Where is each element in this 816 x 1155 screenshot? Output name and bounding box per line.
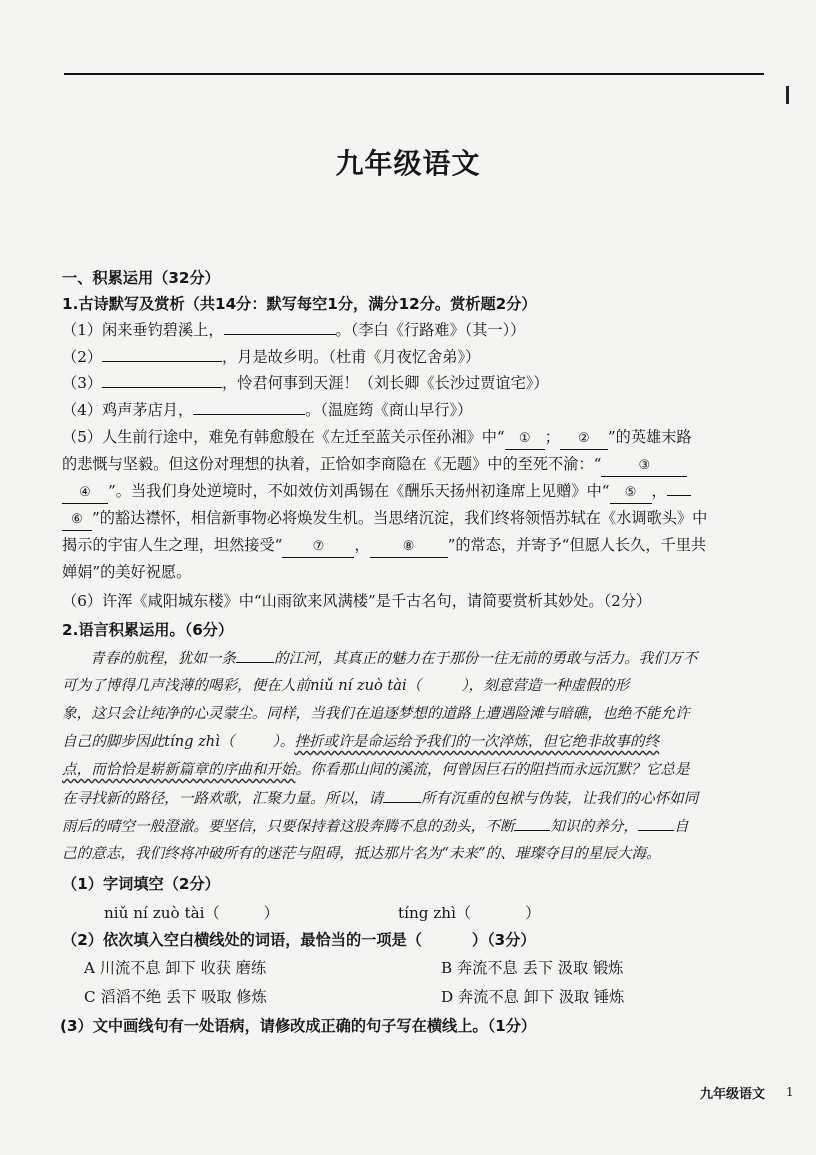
option-c[interactable]: C 滔滔不绝 丢下 吸取 修炼 <box>84 988 267 1006</box>
q1-5-line-5: 揭示的宇宙人生之理，坦然接受“ ⑦ ， ⑧ ”的常态，并寄予“但愿人长久，千里共 <box>62 535 706 558</box>
passage-blank-2[interactable] <box>383 788 421 803</box>
answer-blank[interactable] <box>224 320 336 335</box>
blank-4[interactable]: ④ <box>62 483 108 504</box>
q2-1-pinyin-2: tíng zhì（ ） <box>398 904 541 922</box>
q1-5-line-1: （5）人生前行途中，难免有韩愈般在《左迁至蓝关示侄孙湘》中“ ① ； ② ”的英雄末路 <box>62 427 692 450</box>
passage-blank-3[interactable] <box>514 816 550 831</box>
blank-7[interactable]: ⑦ <box>282 537 354 558</box>
option-a[interactable]: A 川流不息 卸下 收获 磨练 <box>84 959 267 977</box>
q1-5-line-2: 的悲慨与坚毅。但这份对理想的执着，正恰如李商隐在《无题》中的至死不渝：“ ③ <box>62 454 687 477</box>
q2-3-heading: (3）文中画线句有一处语病，请修改成正确的句子写在横线上。（1分） <box>60 1017 537 1035</box>
q1-3: （3） ，怜君何事到天涯！（刘长卿《长沙过贾谊宅》） <box>62 374 549 392</box>
blank-1[interactable]: ① <box>505 429 545 450</box>
underlined-sentence: 挫折或许是命运给予我们的一次淬炼，但它绝非故事的终 <box>294 733 660 750</box>
passage-blank-1[interactable] <box>236 648 274 663</box>
q1-4: （4）鸡声茅店月， 。（温庭筠《商山早行》） <box>62 401 473 419</box>
q2-1-heading: （1）字词填空（2分） <box>62 875 220 893</box>
passage-line-3: 象，这只会让纯净的心灵蒙尘。同样，当我们在追逐梦想的道路上遭遇险滩与暗礁，也绝不能允许 <box>62 705 690 722</box>
q2-1-pinyin-1: niǔ ní zuò tài（ ） <box>104 904 279 922</box>
passage-line-7: 雨后的晴空一般澄澈。要坚信，只要保持着这股奔腾不息的劲头，不断 知识的养分， 自 <box>62 818 689 835</box>
top-rule <box>64 73 764 75</box>
passage-line-1: 青春的航程，犹如一条 的江河，其真正的魅力在于那份一往无前的勇敢与活力。我们万不 <box>90 650 698 667</box>
option-b[interactable]: B 奔流不息 丢下 汲取 锻炼 <box>441 959 624 977</box>
binding-mark <box>786 86 789 104</box>
q1-5-line-3: ④ ”。当我们身处逆境时，不如效仿刘禹锡在《酬乐天扬州初逢席上见赠》中“ ⑤ ， <box>62 481 691 504</box>
blank-5[interactable]: ⑤ <box>610 483 652 504</box>
passage-blank-4[interactable] <box>638 816 674 831</box>
footer-label: 九年级语文 <box>700 1087 766 1102</box>
q1-6: （6）许浑《咸阳城东楼》中“山雨欲来风满楼”是千古名句，请简要赏析其妙处。（2分） <box>62 592 652 610</box>
underlined-sentence: 点，而恰恰是崭新篇章的序曲和开始 <box>62 761 296 778</box>
passage-line-6: 在寻找新的路径，一路欢歌，汇聚力量。所以，请 所有沉重的包袱与伪装，让我们的心怀如同 <box>62 790 699 807</box>
answer-blank[interactable] <box>102 373 222 388</box>
q2-2-heading: （2）依次填入空白横线处的词语，最恰当的一项是（ ）（3分） <box>62 931 536 949</box>
answer-blank[interactable] <box>193 400 305 415</box>
passage-line-8: 己的意志，我们终将冲破所有的迷茫与阻碍，抵达那片名为“未来”的、璀璨夺目的星辰大海。 <box>62 845 661 862</box>
answer-blank[interactable] <box>667 481 691 496</box>
passage-line-4: 自己的脚步因此tíng zhì（ ）。挫折或许是命运给予我们的一次淬炼，但它绝非故事的终 <box>62 733 660 750</box>
blank-2[interactable]: ② <box>560 429 608 450</box>
q1-2: （2） ，月是故乡明。（杜甫《月夜忆舍弟》） <box>62 348 481 366</box>
q1-heading: 1.古诗默写及赏析（共14分：默写每空1分，满分12分。赏析题2分） <box>62 295 537 313</box>
blank-6[interactable]: ⑥ <box>62 510 92 531</box>
blank-3[interactable]: ③ <box>601 456 687 477</box>
answer-blank[interactable] <box>102 347 222 362</box>
q1-5-line-4: ⑥ ”的豁达襟怀，相信新事物必将焕发生机。当思绪沉淀，我们终将领悟苏轼在《水调歌头》中 <box>62 508 707 531</box>
q1-5-line-6: 婵娟”的美好祝愿。 <box>62 563 192 581</box>
blank-8[interactable]: ⑧ <box>370 537 448 558</box>
section-heading: 一、积累运用（32分） <box>62 269 220 287</box>
page-number: 1 <box>786 1085 794 1099</box>
passage-line-5: 点，而恰恰是崭新篇章的序曲和开始。你看那山间的溪流，何曾因巨石的阻挡而永远沉默？它总是 <box>62 761 690 778</box>
option-d[interactable]: D 奔流不息 卸下 汲取 锤炼 <box>441 988 625 1006</box>
passage-line-2: 可为了博得几声浅薄的喝彩，便在人前niǔ ní zuò tài（ ），刻意营造一种虚假的形 <box>62 677 630 694</box>
q1-1: （1）闲来垂钓碧溪上， 。（李白《行路难》（其一）） <box>62 321 526 339</box>
page-title: 九年级语文 <box>335 147 481 180</box>
q2-heading: 2.语言积累运用。（6分） <box>62 621 234 639</box>
